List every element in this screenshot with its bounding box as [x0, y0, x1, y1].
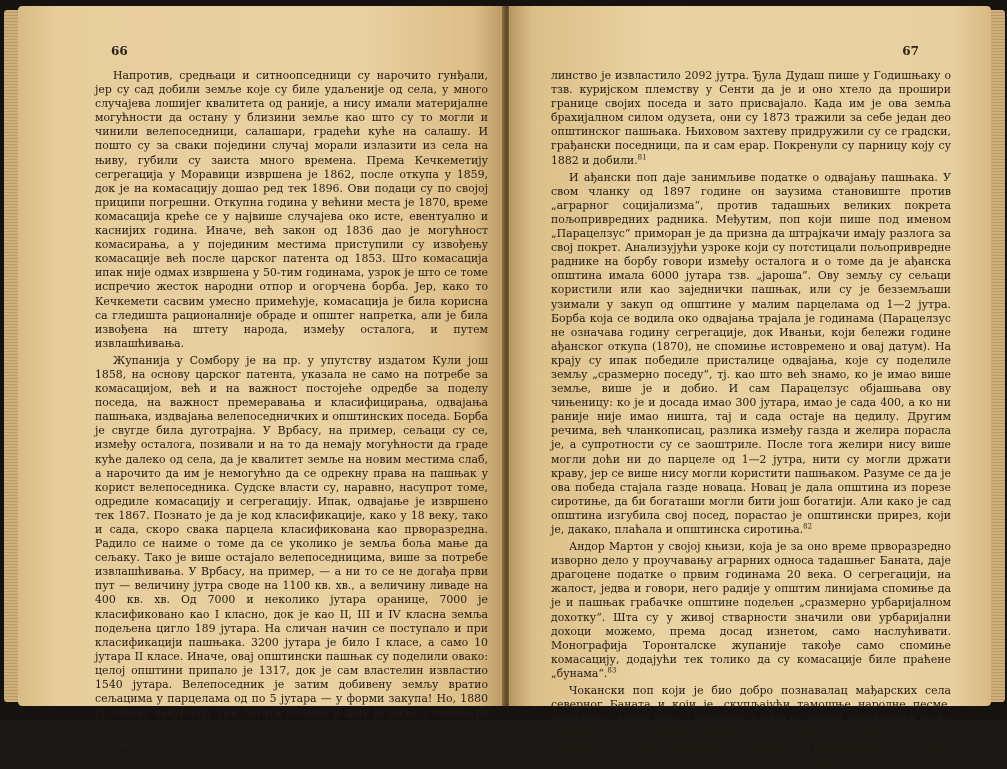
page-body: [95, 69, 488, 766]
page-number: 67: [902, 44, 919, 58]
paragraph: Андор Мартон у својој књизи, која је за оно време прворазредно изворно дело у проучавању аграрних односа тадашњег Баната, даје драгоцене податке о првим годинама 20 века. О сегрегацији, на жалост, једва и говори, него радије у општим линијама спомиње да је и пашњак грабачке општине подељен „сразмерно урбаријалном дохотку“. Шта су у живој стварности значили ови урбаријални дохоци можемо, према досад изнетом, само наслућивати. Монографија Торонталске жупаније такође само спомиње комасацију, додајући тек толико да су комасације биле праћене „бунама“.$^{83}$: [551, 540, 951, 680]
footnote-marker: 83: [607, 666, 617, 675]
paragraph: Напротив, средњаци и ситноопседници су нарочито гунђали, јер су сад добили земље које су биле удаљеније од села, у много случајева лошијег квалитета од раније, а нису имали материјалне могућности да остану у близини земље као што су то могли и чинили велепоседници, салашари, градећи куће на салашу. И пошто су за сваки поједини случај морали излазити из села на њиву, губили су заиста много времена. Према Кечкеметију сегрегација у Моравици извршена је 1862, после откупа у 1859, док је на комасацију дошао ред тек 1896. Ови подаци су по својој приципи погрешни. Откупна година у већини места је 1870, време комасација креће се у највише случајева око исте, евентуално и каснијих година. Иначе, већ закон од 1836 дао је могућност комасирања, а у појединим местима приступили су извођењу комасације већ после царског патента од 1853. Што комасација ипак није одмах извршена у 50-тим годинама, узрок је што се томе испречио жесток народни отпор и огорчена борба. Јер, како то Кечкемети сасвим умесно примећује, комасација је била корисна са гледишта рационалније обраде и општег напретка, али је била извођена на штету народа, између осталога, и путем извлашћивања.: [95, 69, 488, 350]
left-page: [18, 6, 504, 765]
paragraph: линство је извластило 2092 јутра. Ђула Дудаш пише у Годишњаку о тзв. куријском племству у Сенти да је и оно хтело да прошири границе својих поседа и зато присвајало. Када им је ова земља брахијалном силом одузета, они су 1873 тражили за себе један део општинског пашњака. Њиховом захтеву придружили су се градски, грађански поседници, па и сам ерар. Покренули су парницу коју су 1882 и добили.$^{81}$: [551, 69, 951, 167]
paragraph: Пишући о Колуту Гросшмид долази до истог резултата. Колут се откупио 1867. Приликом комасације и сегрегације власте-: [95, 737, 488, 765]
paragraph: Жупанија у Сомбору је на пр. у упутству издатом Кули још 1858, на основу царског патента, указала не само на потребе за комасацијом, већ и на важност постојеће одредбе за поделу поседа, на важност премеравања и класифицирања, одвајања пашњака, издвајања велепоседничких и општинских поседа. Борба је свугде била дуготрајна. У Врбасу, на пример, сељаци су се, између осталога, позивали и на то да немају могућности да граде куће далеко од села, да је квалитет земље на новим местима слаб, а нарочито да им је немогућно да се одрекну права на пашњак у корист велепоседника. Судске власти су, наравно, насупрот томе, одредиле комасацију и сегрегацију. Ипак, одвајање је извршено тек 1867. Познато је да је код класификације, како у 18 веку, тако и сада, скоро свака парцела класификована као прворазредна. Радило се наиме о томе да се уколико је земља боља мање да сељаку. Тако је више остајало велепоседницима, више за потребе извлашћивања. У Врбасу, на пример, — а ни то се не догађа први пут — величину јутра своде на 1100 кв. хв., а величину ливаде на 400 кв. хв. Од 7000 и неколико јутара оранице, 7000 је класификовано као I класно, док је као II, III и IV класна земља подељена цигло 189 јутара. На сличан начин се поступало и при класификацији пашњака. 3200 јутара је било I класе, а само 10 јутара II класе. Иначе, овај општински пашњак су поделили овако: целој општини припало је 1317, док је сам властелин извластио 1540 јутара. Велепоседник је затим добивену земљу вратио сељацима у парцелама од по 5 јутара — у форми закупа! Но, 1880 су земљу закупљују три богата сељака и дају је даље у подзакуп радном сељаштву.$^{80}$: [95, 353, 488, 734]
right-page-edge: [991, 10, 1005, 702]
footnote-marker: 81: [637, 152, 647, 161]
page-number: 66: [111, 44, 128, 58]
page-body: [551, 69, 951, 769]
paragraph: И ађански поп даје занимљиве податке о одвајању пашњака. У свом чланку од 1897 године он заузима становиште против „аграрног социјализма“, против тадашњих великих покрета пољопривредних радника. Међутим, поп који пише под именом „Парацелзус“ приморан је да призна да штрајкачи имају разлога за свој покрет. Анализујући узроке који су потстицали пољопривредне раднике на борбу говори између осталога и о томе да је ађанска општина имала 6000 јутара тзв. „јароша“. Ову земљу су сељаци користили или као заједнички пашњак, или су је безземљаши узимали у закуп од општине у малим парцелама од 1—2 јутра. Борба која се водила око одвајања трајала је годинама (Парацелзус не означава годину сегрегације, док Иваньи, који бележи године ађанског откупа (1870), не спомиње истовремено и овај датум). На крају су ипак победиле присталице одвајања, које су поделиле земљу „сразмерно поседу“, тј. као што већ знамо, ко је имао више земље, више је и добио. И сам Парацелзус објашњава ову чињеницу: ко је и досада имао 300 јутара, имао је сада 400, а ко ни раније није имао ништа, тај и сада остаје на цедилу. Другим речима, већ чланкописац, разлика између газда и желира порасла је, а супротности су се заоштриле. После тога желири нису више могли доћи ни до парцеле од 1—2 јутра, нити су могли држати краву, јер се више нису могли користити пашњаком. Разуме се да је ова победа стајала газде новаца. Новац је дала општина из порезе сиротиње, да би богаташи могли бити још богатији. Али како је сад општина изгубила свој посед, порастао је општински прирез, који је, дакако, плаћала и општинска сиротиња.$^{82}$: [551, 170, 951, 536]
footnote-marker: 82: [803, 522, 813, 531]
right-page: [509, 6, 991, 768]
paragraph: Чокански поп који је био добро познавалац мађарских села северног Баната и који је, скупљајући тамошње народне песме, одржавао сталну везу с народом, а чији се начин расуђивања може сматрати пре реакционарним (својој књигу посветио је грофу Лајошу Тиси), даје занимљиве податке о извлашћивању сељачких поседа и о народном расположењу. Саопштавамо неко-: [551, 684, 951, 768]
footnote-marker: 80: [201, 719, 211, 728]
left-page-edge: [4, 10, 18, 702]
